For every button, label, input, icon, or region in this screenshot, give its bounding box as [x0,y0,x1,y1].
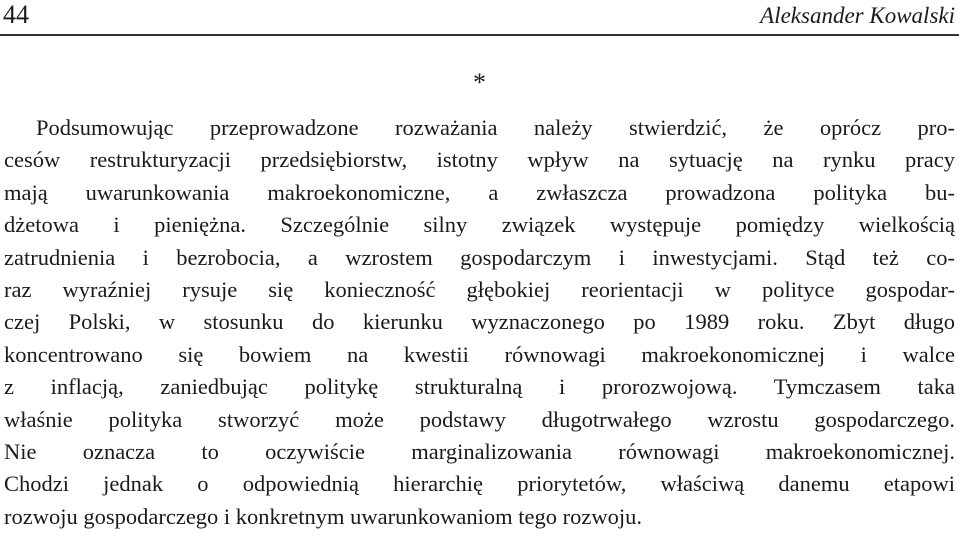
paragraph-line: Podsumowując przeprowadzone rozważania należy stwierdzić, że oprócz pro- [36,115,955,140]
paragraph-line: dżetowa i pieniężna. Szczególnie silny związek występuje pomiędzy wielkością [4,212,955,238]
paragraph-line: z inflacją, zaniedbując politykę strukturalną i prorozwojową. Tymczasem taka [4,374,955,400]
paragraph-line: Nie oznacza to oczywiście marginalizowania równowagi makroekonomicznej. [4,438,955,464]
paragraph-line: zatrudnienia i bezrobocia, a wzrostem gospodarczym i inwestycjami. Stąd też co- [4,244,955,270]
section-separator-asterisk: * [473,68,486,97]
running-head-author: Aleksander Kowalski [760,3,955,28]
body-paragraph [4,112,955,533]
page-header [0,0,959,34]
paragraph-line: raz wyraźniej rysuje się konieczność głębokiej reorientacji w polityce gospodar- [4,276,955,302]
paragraph-line: cesów restrukturyzacji przedsiębiorstw, istotny wpływ na sytuację na rynku pracy [4,147,955,173]
header-rule [0,34,959,36]
paragraph-line: Chodzi jednak o odpowiednią hierarchię priorytetów, właściwą danemu etapowi [4,471,955,497]
paragraph-line: właśnie polityka stworzyć może podstawy długotrwałego wzrostu gospodarczego. [4,406,955,432]
paragraph-line: mają uwarunkowania makroekonomiczne, a zwłaszcza prowadzona polityka bu- [4,179,955,205]
page-number: 44 [3,0,29,29]
paragraph-line: koncentrowano się bowiem na kwestii równowagi makroekonomicznej i walce [4,341,955,367]
paragraph-line: rozwoju gospodarczego i konkretnym uwarunkowaniom tego rozwoju. [4,503,642,529]
paragraph-line: czej Polski, w stosunku do kierunku wyznaczonego po 1989 roku. Zbyt długo [4,309,955,335]
